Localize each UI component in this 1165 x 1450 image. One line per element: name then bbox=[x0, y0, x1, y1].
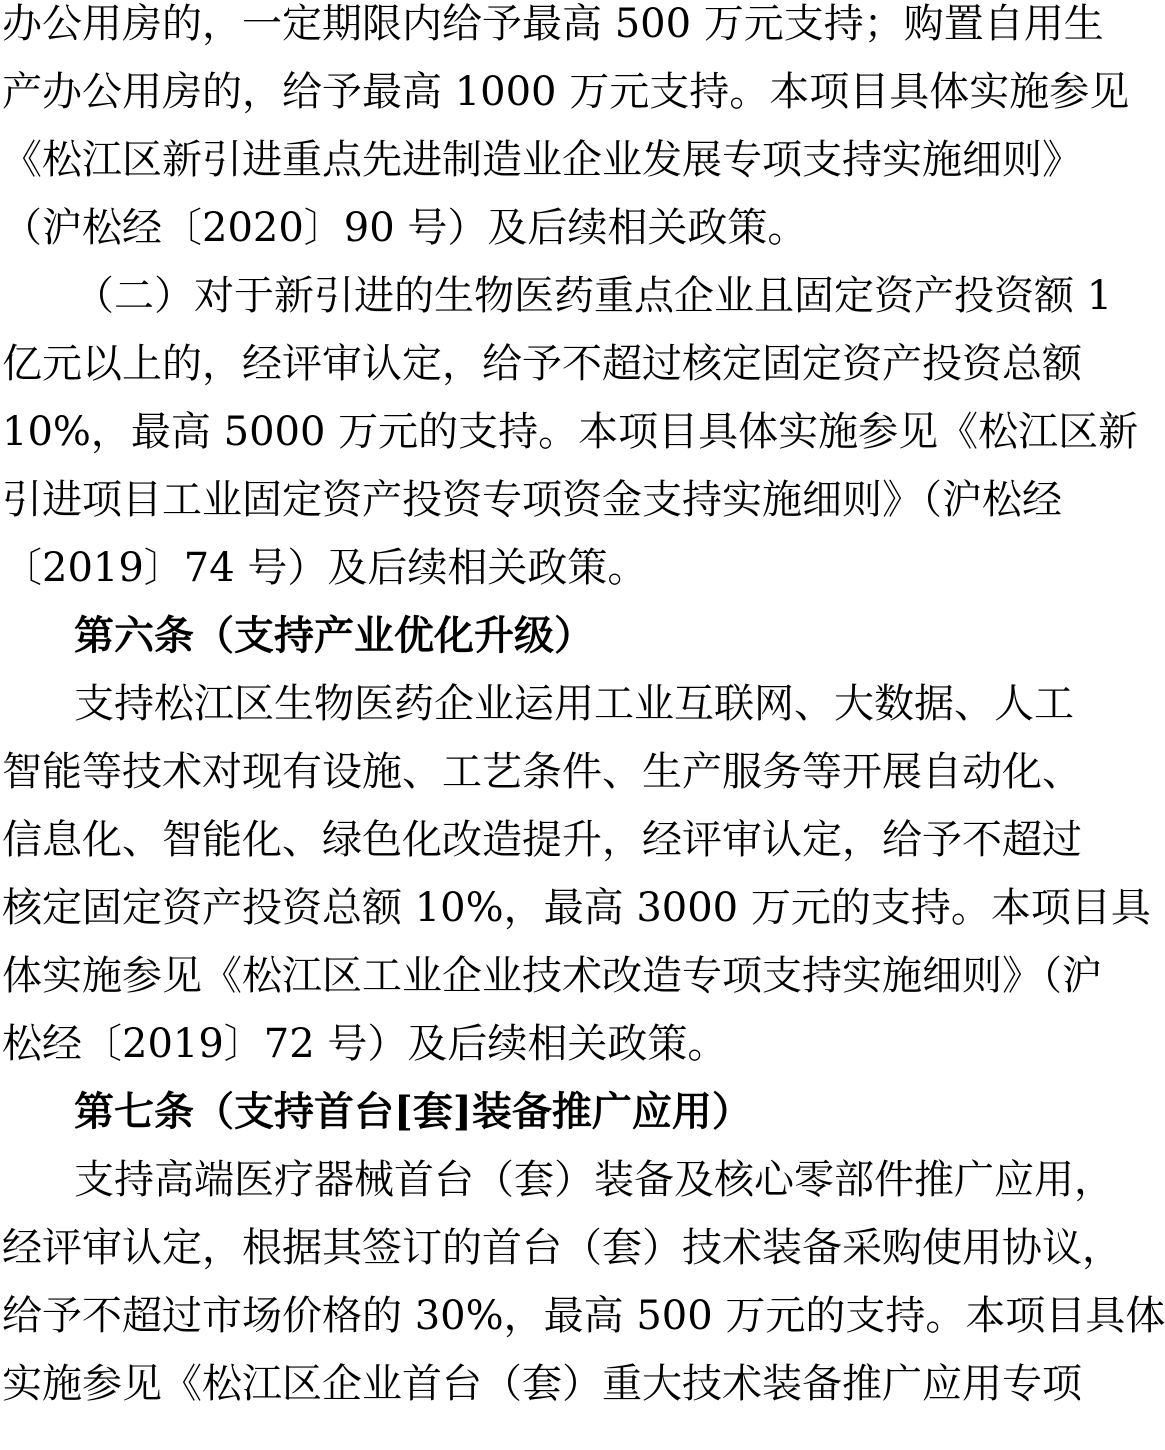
paragraph-line: 产办公用房的，给予最高 1000 万元支持。本项目具体实施参见 bbox=[2, 69, 1130, 115]
paragraph-line: 支持高端医疗器械首台（套）装备及核心零部件推广应用， bbox=[74, 1157, 1114, 1203]
paragraph-line: 松经〔2019〕72 号）及后续相关政策。 bbox=[2, 1021, 728, 1067]
paragraph-line: 经评审认定，根据其签订的首台（套）技术装备采购使用协议， bbox=[2, 1225, 1122, 1271]
paragraph-line: （二）对于新引进的生物医药重点企业且固定资产投资额 1 bbox=[74, 273, 1113, 319]
paragraph-line: 体实施参见《松江区工业企业技术改造专项支持实施细则》（沪 bbox=[2, 953, 1102, 999]
paragraph-line: 〔2019〕74 号）及后续相关政策。 bbox=[2, 545, 648, 591]
paragraph-line: 给予不超过市场价格的 30%，最高 500 万元的支持。本项目具体 bbox=[2, 1293, 1165, 1339]
article-heading: 第六条（支持产业优化升级） bbox=[74, 612, 594, 659]
paragraph-line: 《松江区新引进重点先进制造业企业发展专项支持实施细则》 bbox=[2, 137, 1082, 183]
article-heading: 第七条（支持首台[套]装备推广应用） bbox=[74, 1088, 752, 1135]
paragraph-line: 信息化、智能化、绿色化改造提升，经评审认定，给予不超过 bbox=[2, 817, 1082, 863]
paragraph-line: 引进项目工业固定资产投资专项资金支持实施细则》（沪松经 bbox=[2, 477, 1062, 523]
paragraph-line: 支持松江区生物医药企业运用工业互联网、大数据、人工 bbox=[74, 681, 1074, 727]
paragraph-line: 智能等技术对现有设施、工艺条件、生产服务等开展自动化、 bbox=[2, 749, 1082, 795]
paragraph-line: 核定固定资产投资总额 10%，最高 3000 万元的支持。本项目具 bbox=[2, 885, 1151, 931]
paragraph-line: （沪松经〔2020〕90 号）及后续相关政策。 bbox=[2, 205, 808, 251]
paragraph-line: 10%，最高 5000 万元的支持。本项目具体实施参见《松江区新 bbox=[2, 409, 1139, 455]
paragraph-line: 办公用房的，一定期限内给予最高 500 万元支持；购置自用生 bbox=[2, 1, 1104, 47]
paragraph-line: 实施参见《松江区企业首台（套）重大技术装备推广应用专项 bbox=[2, 1361, 1082, 1407]
paragraph-line: 亿元以上的，经评审认定，给予不超过核定固定资产投资总额 bbox=[2, 341, 1082, 387]
